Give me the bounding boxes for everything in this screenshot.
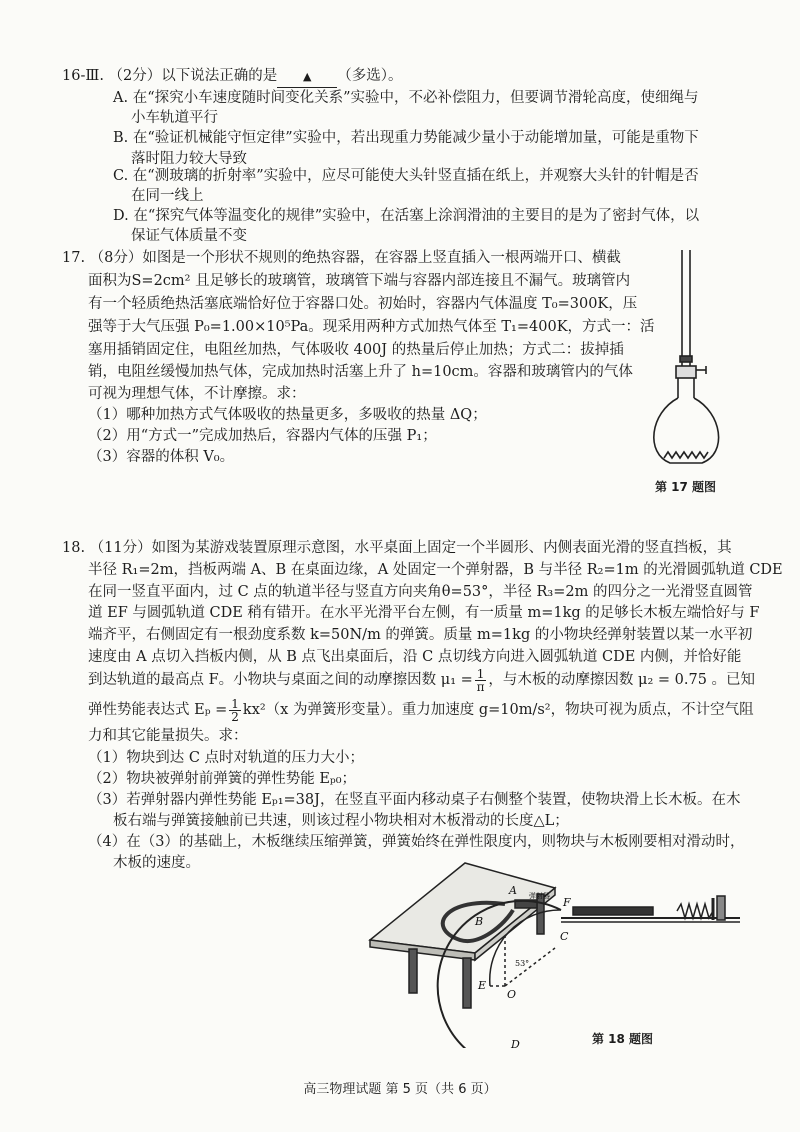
q16-option-c-line1: C. 在“测玻璃的折射率”实验中，应尽可能使大头针竖直插在纸上，并观察大头针的针帽是否 (113, 168, 699, 184)
q18-line8 (88, 694, 754, 726)
q18-line15: 木板的速度。 (113, 855, 200, 871)
wall (717, 896, 725, 920)
radius-oc (505, 948, 555, 986)
piston (680, 356, 692, 362)
label-f: F (563, 896, 571, 909)
figure-17-caption: 第 17 题图 (655, 480, 717, 494)
q18-line6: 速度由 A 点切入挡板内侧，从 B 点飞出桌面后，沿 C 点切线方向进入圆弧轨道 CDE 内侧，并恰好能 (88, 649, 742, 665)
q16-option-b-line2: 落时阻力较大导致 (131, 151, 247, 167)
q18-line2: 半径 R₁=2m，挡板两端 A、B 在桌面边缘，A 处固定一个弹射器，B 与半径 R₂=1m 的光滑圆弧轨道 CDE (88, 562, 783, 578)
q16-option-b-line1: B. 在“验证机械能守恒定律”实验中，若出现重力势能减少量小于动能增加量，可能是重物下 (113, 130, 699, 146)
q18-line1: 18. （11分）如图为某游戏装置原理示意图，水平桌面上固定一个半圆形、内侧表面光滑的竖直挡板，其 (62, 540, 732, 556)
q16-option-d-line2: 保证气体质量不变 (131, 228, 247, 244)
figure-17-flask (640, 248, 750, 473)
q17-line7: 可视为理想气体，不计摩擦。求： (88, 386, 306, 402)
q16-header (62, 66, 403, 88)
q17-line10: （3）容器的体积 V₀。 (88, 449, 235, 465)
stopper (676, 366, 696, 378)
q18-line7-a: 到达轨道的最高点 F。小物块与桌面之间的动摩擦因数 μ₁ = (88, 672, 473, 688)
answer-blank: ▲ (277, 67, 337, 88)
q17-line6: 销，电阻丝缓慢加热气体，完成加热时活塞上升了 h=10cm。容器和玻璃管内的气体 (88, 364, 633, 380)
q17-line1: 17. （8分）如图是一个形状不规则的绝热容器，在容器上竖直插入一根两端开口、横截 (62, 250, 621, 266)
mu1-denominator: π (476, 679, 485, 694)
ep-numerator: 1 (231, 696, 239, 711)
q17-line2: 面积为S=2cm² 且足够长的玻璃管，玻璃管下端与容器内部连接且不漏气。玻璃管内 (88, 273, 631, 289)
mu1-fraction (475, 668, 487, 693)
page-footer: 高三物理试题 第 5 页（共 6 页） (303, 1082, 497, 1097)
table-leg (463, 958, 471, 1008)
q17-line8: （1）哪种加热方式气体吸收的热量更多，多吸收的热量 ΔQ； (88, 407, 487, 423)
label-angle: 53° (515, 959, 530, 968)
table-leg (409, 949, 417, 993)
ep-fraction (229, 698, 241, 723)
q18-line7-b: ，与木板的动摩擦因数 μ₂ = 0.75 。已知 (488, 672, 756, 688)
q17-line5: 塞用插销固定住，电阻丝加热，气体吸收 400J 的热量后停止加热；方式二：拔掉插 (88, 342, 624, 358)
figure-18-caption: 第 18 题图 (592, 1032, 654, 1046)
q18-line8-b: kx²（x 为弹簧形变量）。重力加速度 g=10m/s²，物块可视为质点，不计空气阻 (242, 702, 754, 718)
q16-option-a-line2: 小车轨道平行 (131, 110, 218, 126)
q16-option-c-line2: 在同一线上 (131, 188, 204, 204)
heating-wire (664, 452, 708, 458)
q18-line13: 板右端与弹簧接触前已共速，则该过程小物块相对木板滑动的长度△L； (113, 813, 569, 829)
q16-option-a-line1: A. 在“探究小车速度随时间变化关系”实验中，不必补偿阻力，但要调节滑轮高度，使细绳与 (113, 90, 699, 106)
label-e: E (478, 979, 487, 992)
q16-header-text: 16-Ⅲ. （2分）以下说法正确的是 (62, 68, 278, 84)
flask-body (654, 398, 719, 463)
label-c: C (560, 930, 569, 943)
q18-line8-a: 弹性势能表达式 Eₚ = (88, 702, 228, 718)
q18-line3: 在同一竖直平面内，过 C 点的轨道半径与竖直方向夹角θ=53°，半径 R₃=2m 的四分之一光滑竖直圆管 (88, 584, 753, 600)
label-d: D (511, 1038, 520, 1048)
label-o: O (507, 988, 517, 1001)
label-launcher: 弹射器 (529, 892, 550, 900)
spring (677, 904, 713, 918)
q18-line4: 道 EF 与圆弧轨道 CDE 稍有错开。在水平光滑平台左侧，有一质量 m=1kg 的足够长木板左端恰好与 F (88, 605, 760, 621)
q18-line9: 力和其它能量损失。求： (88, 728, 248, 744)
label-b: B (475, 915, 484, 928)
q16-option-d-line1: D. 在“探究气体等温变化的规律”实验中，在活塞上涂润滑油的主要目的是为了密封气体，以 (113, 208, 700, 224)
ep-denominator: 2 (231, 709, 239, 724)
q17-line4: 强等于大气压强 P₀=1.00×10⁵Pa。现采用两种方式加热气体至 T₁=400K，方式一：活 (88, 319, 655, 335)
q18-line7 (88, 664, 755, 696)
q18-line5: 端齐平，右侧固定有一根劲度系数 k=50N/m 的弹簧。质量 m=1kg 的小物块经弹射装置以某一水平初 (88, 627, 753, 643)
q16-header-tail: （多选）。 (337, 68, 403, 84)
figure-18-device (365, 858, 740, 1048)
label-a: A (509, 884, 517, 897)
q18-line14: （4）在（3）的基础上，木板继续压缩弹簧，弹簧始终在弹性限度内，则物块与木板刚要相对滑动时， (88, 834, 745, 850)
mu1-numerator: 1 (476, 666, 485, 681)
q17-line3: 有一个轻质绝热活塞底端恰好位于容器口处。初始时，容器内气体温度 T₀=300K，压 (88, 296, 638, 312)
q17-line9: （2）用“方式一”完成加热后，容器内气体的压强 P₁； (88, 428, 437, 444)
q18-line12: （3）若弹射器内弹性势能 Eₚ₁=38J，在竖直平面内移动桌子右侧整个装置，使物块滑上长木板。在木 (88, 792, 741, 808)
q18-line10: （1）物块到达 C 点时对轨道的压力大小； (88, 750, 365, 766)
q18-line11: （2）物块被弹射前弹簧的弹性势能 Eₚ₀； (88, 771, 357, 787)
long-board (573, 907, 653, 915)
